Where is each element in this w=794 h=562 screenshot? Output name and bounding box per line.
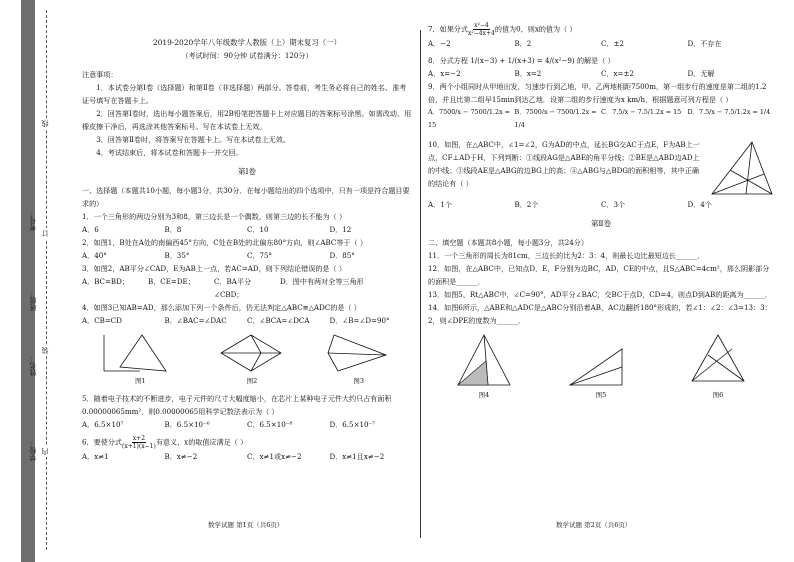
option: A．CB=CD [82, 316, 122, 325]
option: C．7.5/x − 7.5/1.2x = 15 [601, 108, 682, 116]
binding-mark: 装 [41, 347, 49, 354]
option: C．BA平分∠CBD； [214, 277, 252, 299]
question-6 [82, 435, 412, 450]
figure-1 [100, 331, 180, 388]
fraction-denominator: x²−4x+4 [467, 30, 495, 37]
question-10-block [428, 138, 774, 198]
q10-options [428, 198, 774, 211]
question-14: 14．如图6所示，△ABE和△ADC是△ABC分别沿着AB，AC边翻折180°形成的，若∠1：∠2：∠3=13：3：2，则∠DPE的度数为______． [428, 303, 772, 325]
q6-options [82, 450, 412, 463]
figure-q10-diagram [708, 138, 774, 198]
notice-item: 4．考试结束后，将本试卷和答题卡一并交回。 [96, 148, 243, 157]
option: A．−2 [428, 39, 451, 48]
q2-options [82, 249, 412, 262]
figure-4-diagram [454, 331, 514, 389]
question-12: 12．如图，在△ABC中，已知点D，E，F分别为边BC，AD，CE的中点，且S△ABC=4cm²，那么阴影部分的面积是______． [428, 264, 770, 286]
option: A．x≠1 [82, 452, 109, 461]
option: A．BC=BD； [82, 277, 129, 286]
question-2: 2．如图1，B处在A处的南偏西45°方向，C处在B处的北偏东80°方向，则∠ABC等于（ ） [82, 238, 367, 247]
option: B．2个 [514, 200, 539, 209]
fraction-denominator: (x+1)(x−1) [121, 443, 156, 450]
figure-6 [688, 331, 748, 402]
gutter-bar [21, 0, 35, 562]
option: B．7500/x − 7500/1.2x = 1/4 [514, 108, 597, 129]
option: D．85° [329, 251, 355, 260]
figure-4 [454, 331, 514, 402]
q9-options [428, 106, 774, 132]
q5-options [82, 418, 412, 431]
question-5: 5．随着电子技术的不断进步，电子元件的尺寸大幅度缩小，在芯片上某种电子元件大约只占有面积0.00000065mm²，则0.00000065用科学记数法表示为（ ） [82, 394, 392, 416]
option: C．3个 [601, 200, 626, 209]
q7-options [428, 37, 774, 50]
question-13: 13．如图5，Rt△ABC中，∠C=90°，AD平分∠BAC，交BC于点D，CD=4，则点D到AB的距离为______． [428, 290, 772, 299]
fraction-numerator: x+2 [132, 435, 146, 442]
option: D．7.5/x − 7.5/1.2x = 1/4 [687, 108, 771, 116]
footer-right: 数学试题 第2页（共6页） [556, 521, 632, 529]
school-label: 学校： [29, 440, 37, 461]
right-page [428, 22, 774, 406]
section1-intro: 一、选择题（本题共10小题，每小题3分，共30分．在每小题给出的四个选项中，只有一项是符合题目要求的） [82, 186, 410, 208]
figure-row-2 [428, 331, 774, 402]
option: A．1个 [428, 200, 452, 209]
q8-equation: 1/(x−3) + 1/(x+3) = 4/(x²−9) [470, 56, 575, 65]
part2-title: 第Ⅱ卷 [590, 219, 612, 228]
class-label: 班级： [29, 290, 37, 311]
figure-2 [217, 331, 287, 388]
part1-title: 第Ⅰ卷 [237, 167, 257, 176]
binding-mark: 内 [41, 448, 49, 455]
binding-strip [0, 0, 62, 562]
binding-mark: 订 [41, 230, 49, 237]
binding-mark: 线 [41, 120, 49, 127]
option: D．6.5×10⁻⁷ [329, 420, 376, 429]
option: C．x=±2 [601, 69, 634, 78]
figure-row-1 [82, 331, 412, 388]
option: C．±2 [601, 39, 624, 48]
option: B．8 [164, 225, 182, 234]
option: D．不存在 [687, 39, 722, 48]
notice-item: 1．本试卷分第Ⅰ卷（选择题）和第Ⅱ卷（非选择题）两部分。答卷前，考生务必将自己的姓名、准考证号填写在答题卡上。 [82, 83, 407, 105]
figure-3 [324, 331, 394, 388]
q8-text: 8．分式方程 [428, 56, 468, 65]
exam-title: 2019-2020学年八年级数学人教版（上）期末复习（一） [153, 38, 341, 47]
q6-fraction [122, 435, 156, 450]
figure-5-label: 图5 [595, 391, 607, 399]
notice-item: 3．回答第Ⅱ卷时，将答案写在答题卡上。写在本试卷上无效。 [96, 135, 290, 144]
question-3: 3．如图2，AB平分∠CAD，E为AB上一点，若AC=AD，则下列结论错误的是（ ） [82, 264, 346, 273]
option: D．x≠1且x≠−2 [329, 452, 385, 461]
left-page [82, 36, 412, 463]
question-7 [428, 22, 774, 37]
q7-text-after: 的值为0，则x的值为（ ） [494, 24, 577, 34]
option: B．6.5×10⁻⁶ [164, 420, 210, 429]
q4-options [82, 314, 412, 327]
q7-text: 7．如果分式 [428, 24, 468, 34]
option: D．12 [329, 225, 352, 234]
option: B．∠BAC=∠DAC [164, 316, 227, 325]
question-1: 1．一个三角形的两边分别为3和8，第三边长是一个偶数，则第三边的长不能为（ ） [82, 212, 347, 221]
option: C．10 [247, 225, 269, 234]
option: A．x=−2 [428, 69, 461, 78]
figure-2-diagram [217, 331, 287, 375]
notice-heading: 注意事项： [82, 70, 118, 79]
question-8 [428, 54, 774, 67]
figure-5-diagram [566, 345, 636, 389]
figure-6-diagram [688, 331, 748, 389]
q8-options [428, 67, 774, 80]
option: A．7500/x − 7500/1.2x = 15 [428, 108, 511, 129]
question-10: 10．如图，在△ABC中，∠1=∠2，G为AD的中点，延长BG交AC于点E，F为AB上一点，CF⊥AD于H，下列判断：①线段AG是△ABE的角平分线；②BE是△ABD边AD上的中线；③线段AE是△ABG的边BG上的高；④△ABG与△BDG的面积相等，其中正确的结论有（ ） [428, 140, 700, 188]
figure-1-label: 图1 [135, 377, 146, 385]
figure-3-diagram [324, 331, 394, 375]
option: C．6.5×10⁻⁸ [247, 420, 293, 429]
fraction-numerator: x²−4 [474, 22, 489, 29]
option: D．图中有两对全等三角形 [280, 277, 364, 286]
option: B．2 [514, 39, 532, 48]
exam-subtitle: （考试时间：90分钟 试卷满分：120分） [181, 51, 313, 60]
q6-text: 6．要使分式 [82, 437, 122, 447]
binding-dashed-line [46, 10, 47, 550]
figure-6-label: 图6 [712, 391, 724, 399]
option: B．35° [164, 251, 190, 260]
option: D．无解 [687, 69, 715, 78]
option: C．75° [247, 251, 273, 260]
page-divider [420, 30, 421, 538]
q1-options [82, 223, 412, 236]
figure-4-label: 图4 [478, 391, 490, 399]
option: B．x=2 [514, 69, 542, 78]
option: B．x≠−2 [164, 452, 198, 461]
option: C．∠BCA=∠DCA [247, 316, 310, 325]
option: A．6.5×10⁷ [82, 420, 124, 429]
q6-text-after: 有意义，x的取值应满足（ ） [155, 437, 248, 447]
section2-intro: 二、填空题（本题共8小题，每小题3分，共24分） [428, 238, 588, 247]
figure-3-label: 图3 [353, 377, 364, 385]
footer-left: 数学试题 第1页（共6页） [208, 521, 284, 529]
name-label: 姓名： [29, 355, 37, 376]
figure-1-diagram [100, 331, 180, 375]
question-11: 11．一个三角形的周长为81cm，三边长的比为2：3：4，则最长边比最短边长______． [428, 251, 705, 260]
q7-fraction [468, 22, 495, 37]
option: C．x≠1或x≠−2 [247, 452, 302, 461]
number-label: 考号： [29, 210, 37, 231]
question-4: 4．如图3已知AB=AD，那么添加下列一个条件后，仍无法判定△ABC≌△ADC的是（ ） [82, 303, 361, 312]
q3-options [82, 275, 412, 301]
option: D．∠B=∠D=90° [329, 316, 390, 325]
option: B．CE=DE； [148, 277, 195, 286]
notice-item: 2．回答第Ⅰ卷时，选出每小题答案后，用2B铅笔把答题卡上对应题目的答案标号涂黑。如需改动，用橡皮擦干净后，再选涂其他答案标号。写在本试卷上无效。 [82, 109, 412, 131]
option: D．4个 [687, 200, 712, 209]
figure-2-label: 图2 [246, 377, 258, 385]
question-9: 9．两个小组同时从甲地出发，匀速步行到乙地，甲、乙两地相距7500m，第一组步行的速度是第二组的1.2倍，并且比第二组早15min到达乙地．设第二组的步行速度为x km/h，根据题意可列方程是（ ） [428, 82, 767, 104]
figure-5 [566, 345, 636, 402]
q8-text-after: 的解是（ ） [576, 56, 615, 65]
option: A．6 [82, 225, 99, 234]
option: A．40° [82, 251, 107, 260]
